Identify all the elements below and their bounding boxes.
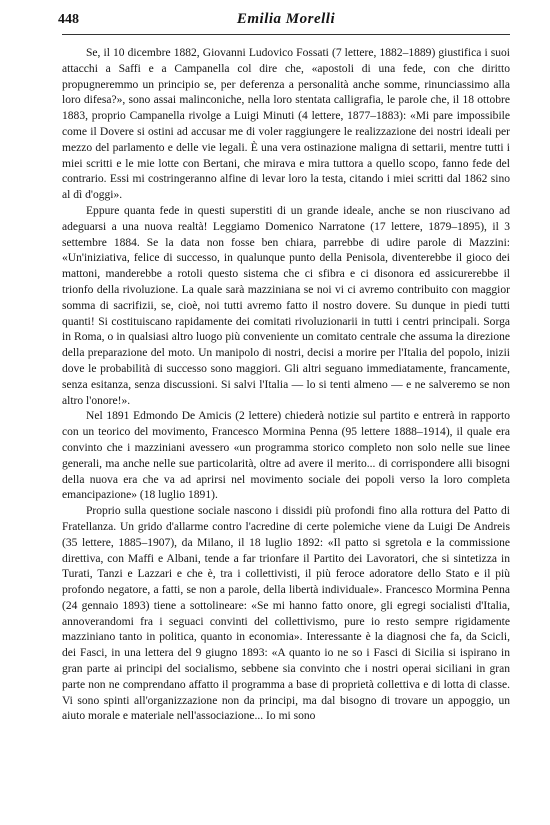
paragraph: Se, il 10 dicembre 1882, Giovanni Ludovico Fossati (7 lettere, 1882–1889) giustifica i suoi attacchi a Saffi e a Campanella col dire che, «apostoli di una fede, con che diritto propugneremmo un principio se, per deferenza a personalità anche somme, rinunciassimo alla loro difesa?», sono assai malinconiche, nella loro stentata calligrafia, le parole che, il 18 ottobre 1883, proprio Campanella rivolge a Luigi Minuti (4 lettere, 1877–1883): «Mi pare impossibile come il Dovere si ostini ad accusar me di voler raggiungere le realizzazione dei nostri ideali per mezzo del parlamento e delle vie legali. È una vera ostinazione maligna di settarii, mentre tutti i miei scritti e le mie lotte con Bertani, che mirava e mira tuttora a quello scopo, fanno fede del contrario. Essi mi costringeranno alfine di levar loro la testa, citando i miei scritti dal 1862 sino al dì d'oggi». xyxy=(62,47,510,202)
page-number: 448 xyxy=(58,12,79,27)
body-text xyxy=(62,46,510,725)
paragraph: Nel 1891 Edmondo De Amicis (2 lettere) chiederà notizie sul partito e entrerà in rapporto con un teorico del movimento, Francesco Mormina Penna (95 lettere 1888–1914), il quale era convinto che i mazziniani avessero «un programma storico completo non solo nelle sue linee generali, ma anche nelle sue particolarità, oltre ad avere il merito... di corrispondere alli bisogni della nuova era che va ad aprirsi nel movimento sociale dei popoli verso la loro completa emancipazione» (18 luglio 1891). xyxy=(62,410,510,502)
page-header xyxy=(58,10,510,35)
running-head: Emilia Morelli xyxy=(236,11,336,27)
paragraph: Eppure quanta fede in questi superstiti di un grande ideale, anche se non riuscivano ad adeguarsi a una nuova realtà! Leggiamo Domenico Narratone (17 lettere, 1879–1895), il 3 settembre 1884. Se la data non fosse ben chiara, parrebbe di udire parole di Mazzini: «Un'iniziativa, felice di successo, in qualunque punto della Penisola, diventerebbe il gioco dei mattoni, manderebbe a rotoli questo sistema che ci sfibra e ci disonora ed assicurerebbe il trionfo della rivoluzione. La quale sarà mazziniana se noi vi ci avremo contribuito con maggior somma di sacrifizii, se, cioè, noi tutti avremo fatto il nostro dovere. Su dunque in piedi tutti quanti! Si costituiscano rapidamente dei comitati rivoluzionarii in tutti i centri principali. Sorga in Roma, o in qualsiasi altro luogo più conveniente un comitato centrale che assuma la direzione della preparazione del moto. Un manipolo di nostri, decisi a morire per l'Italia del popolo, inizii dove le probabilità di successo sono maggiori. Gli altri seguano immediatamente, francamente, senza esitanza, senza discussioni. Si salvi l'Italia — lo si tenti almeno — e ne salveremo se non altro l'onore!». xyxy=(62,204,510,407)
paragraph: Proprio sulla questione sociale nascono i dissidi più profondi fino alla rottura del Patto di Fratellanza. Un grido d'allarme contro l'acredine di certe polemiche viene da Luigi De Andreis (35 lettere, 1885–1907), da Milano, il 18 luglio 1892: «Il patto si sgretola e la commissione direttiva, con Maffi e Albani, tende a far trionfare il Partito dei Lavoratori, che si sintetizza in Turati, Tanzi e Lazzari e che è, tra i collettivisti, il più feroce adoratore dello Stato e il più profondo negatore, a fatti, se non a parole, della libertà individuale». Francesco Mormina Penna (24 gennaio 1893) tiene a sottolineare: «Se mi hanno fatto onore, gli egregi socialisti d'Italia, annoverandomi fra i seguaci convinti del collettivismo, pure io resto sempre rigidamente mazziniano tanto in politica, quanto in economia». Interessante è la diagnosi che fa, da Scicli, dei Fasci, in una lettera del 9 giugno 1893: «A quanto io ne so i Fasci di Sicilia si ispirano in gran parte ai principi del socialismo, sebbene sia convinto che i nostri operai siciliani in gran parte non ne comprendano affatto il programma a base di proprietà collettiva e di lotta di classe. Vi sono spinti all'organizzazione non da principi, ma dal bisogno di trovare un appoggio, un aiuto morale e materiale nell'associazione... Io mi sono xyxy=(62,505,510,723)
